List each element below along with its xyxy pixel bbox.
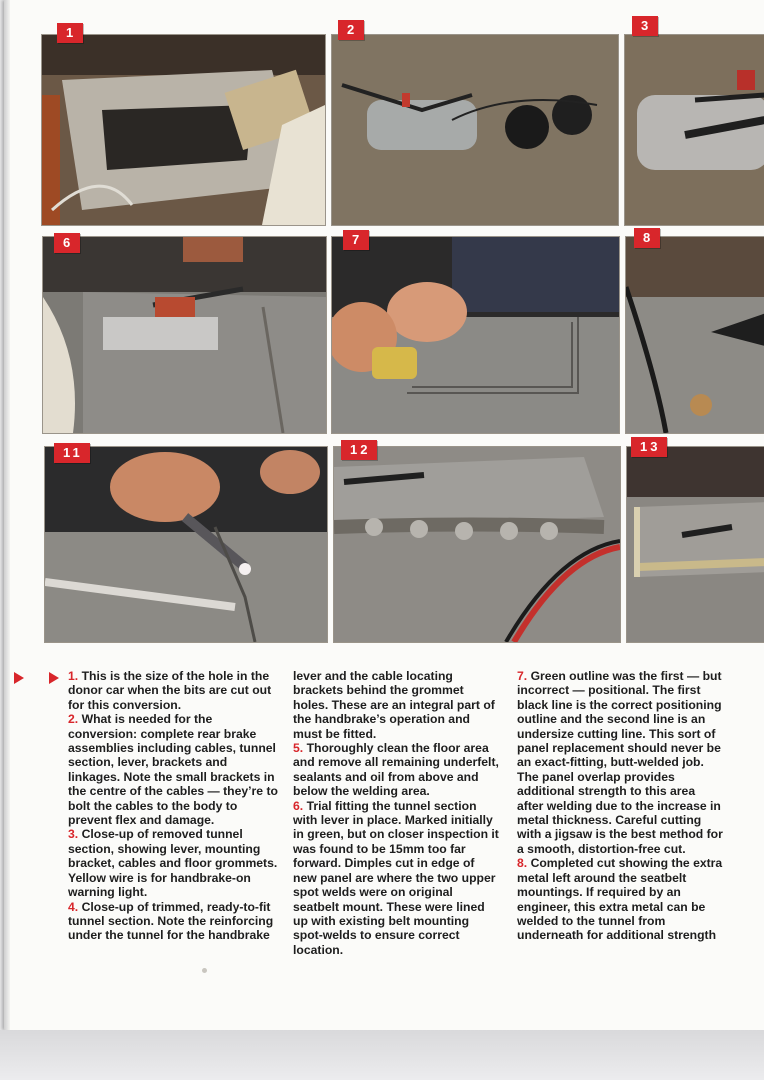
photo-tag-7: 7 bbox=[343, 230, 369, 250]
photo-tag-12: 12 bbox=[341, 440, 377, 460]
photo-13 bbox=[626, 446, 764, 643]
photo-12 bbox=[333, 446, 621, 643]
photo-tag-1: 1 bbox=[57, 23, 83, 43]
photo-tag-3: 3 bbox=[632, 16, 658, 36]
photo-tag-13: 13 bbox=[631, 437, 667, 457]
photo-tag-11: 11 bbox=[54, 443, 90, 463]
photo-tag-2: 2 bbox=[338, 20, 364, 40]
caption-3: 3. Close-up of removed tunnel section, showing lever, mounting bracket, cables and floor grommets. Yellow wire is for handbrake-on warning light. bbox=[68, 827, 278, 900]
caption-column-1 bbox=[68, 669, 280, 943]
paper-speck bbox=[202, 968, 207, 973]
caption-4-continued: lever and the cable locating brackets behind the grommet holes. These are an integral part of the handbrake’s operation and must be fitted. bbox=[293, 669, 495, 741]
scan-background bbox=[0, 1030, 764, 1080]
caption-column-3 bbox=[517, 669, 723, 943]
arrow-marker-icon bbox=[49, 672, 59, 684]
caption-1: 1. This is the size of the hole in the donor car when the bits are cut out for this conversion. bbox=[68, 669, 272, 712]
photo-2 bbox=[331, 34, 619, 226]
photo-3 bbox=[624, 34, 764, 226]
photo-11 bbox=[44, 446, 328, 643]
photo-tag-6: 6 bbox=[54, 233, 80, 253]
magazine-page bbox=[4, 0, 764, 1030]
caption-column-2 bbox=[293, 669, 499, 957]
caption-2: 2. What is needed for the conversion: complete rear brake assemblies including cables, tunnel section, lever, brackets and linkages. Note the small brackets in the centre of the cables — they’re to bolt the cables to the body to prevent flex and damage. bbox=[68, 712, 278, 828]
page-edge-shadow bbox=[4, 0, 10, 1030]
caption-8: 8. Completed cut showing the extra metal left around the seatbelt mountings. If required by an engineer, this extra metal can be welded to the tunnel from underneath for additional strength bbox=[517, 856, 723, 943]
photo-6 bbox=[42, 236, 327, 434]
photo-1 bbox=[41, 34, 326, 226]
caption-5: 5. Thoroughly clean the floor area and remove all remaining underfelt, sealants and oil from above and below the welding area. bbox=[293, 741, 499, 799]
caption-4: 4. Close-up of trimmed, ready-to-fit tunnel section. Note the reinforcing under the tunnel for the handbrake bbox=[68, 899, 274, 943]
arrow-marker-icon bbox=[14, 672, 24, 684]
caption-7: 7. Green outline was the first — but incorrect — positional. The first black line is the correct positioning outline and the second line is an undersize cutting line. This sort of panel replacement should never be an exact-fitting, butt-welded job. The panel overlap provides additional strength to this area after welding due to the increase in metal thickness. Careful cutting with a jigsaw is the best method for a smooth, distortion-free cut. bbox=[517, 669, 723, 856]
photo-7 bbox=[331, 236, 620, 434]
caption-6: 6. Trial fitting the tunnel section with lever in place. Marked initially in green, but on closer inspection it was found to be 15mm too far forward. Dimples cut in edge of new panel are where the two upper spot welds were on original seatbelt mount. These were lined up with existing belt mounting spot-welds to ensure correct location. bbox=[293, 798, 499, 957]
photo-tag-8: 8 bbox=[634, 228, 660, 248]
photo-8 bbox=[625, 236, 764, 434]
